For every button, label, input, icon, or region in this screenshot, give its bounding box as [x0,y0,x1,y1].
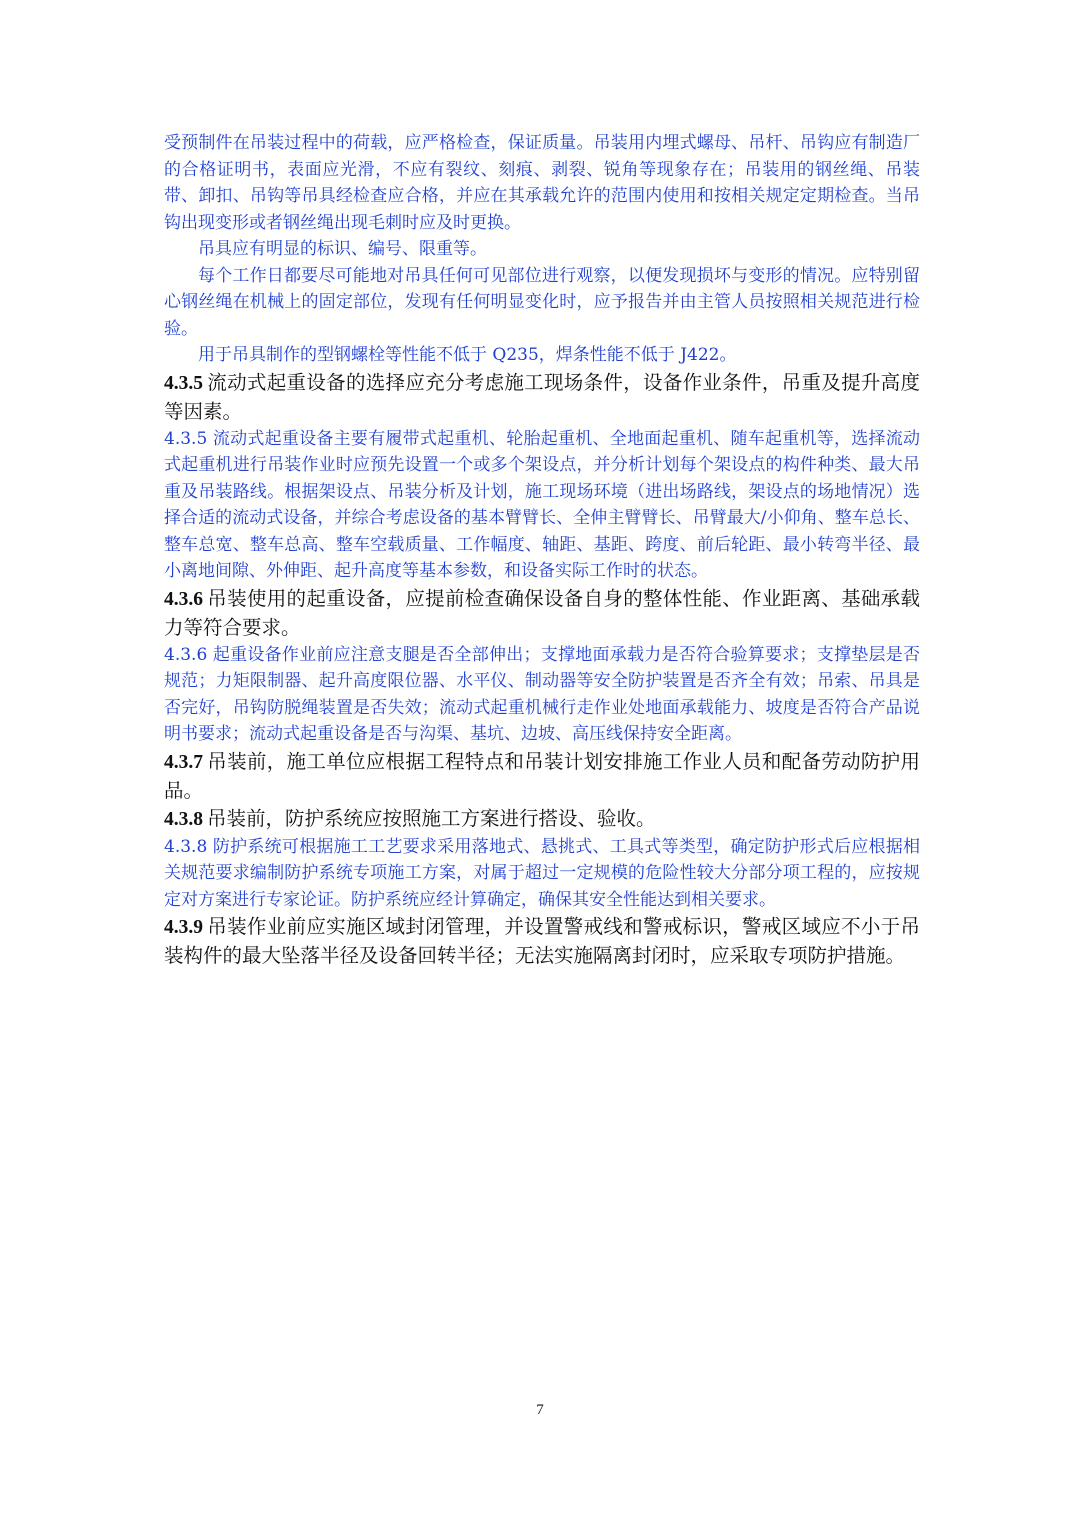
clause-4-3-5 [164,369,920,426]
clause-text: 流动式起重设备的选择应充分考虑施工现场条件，设备作业条件，吊重及提升高度等因素。 [164,370,920,423]
commentary-paragraph: 4.3.8 防护系统可根据施工工艺要求采用落地式、悬挑式、工具式等类型，确定防护形式后应根据相关规范要求编制防护系统专项施工方案，对属于超过一定规模的危险性较大分部分项工程的，应按规定对方案进行专家论证。防护系统应经计算确定，确保其安全性能达到相关要求。 [164,836,920,910]
commentary-paragraph: 受预制件在吊装过程中的荷载，应严格检查，保证质量。吊装用内埋式螺母、吊杆、吊钩应有制造厂的合格证明书，表面应光滑，不应有裂纹、刻痕、剥裂、锐角等现象存在；吊装用的钢丝绳、吊装带、卸扣、吊钩等吊具经检查应合格，并应在其承载允许的范围内使用和按相关规定定期检查。当吊钩出现变形或者钢丝绳出现毛刺时应及时更换。 [164,133,920,233]
clause-4-3-6 [164,585,920,642]
commentary-paragraph: 每个工作日都要尽可能地对吊具任何可见部位进行观察，以便发现损坏与变形的情况。应特别留心钢丝绳在机械上的固定部位，发现有任何明显变化时，应予报告并由主管人员按照相关规范进行检验。 [164,265,920,339]
clause-text: 吊装作业前应实施区域封闭管理，并设置警戒线和警戒标识，警戒区域应不小于吊装构件的最大坠落半径及设备回转半径；无法实施隔离封闭时，应采取专项防护措施。 [164,915,920,967]
commentary-paragraph: 吊具应有明显的标识、编号、限重等。 [198,239,487,259]
clause-4-3-8 [164,805,920,834]
clause-text: 吊装使用的起重设备，应提前检查确保设备自身的整体性能、作业距离、基础承载力等符合要求。 [164,586,920,639]
clause-text: 吊装前，防护系统应按照施工方案进行搭设、验收。 [207,806,656,830]
clause-number: 4.3.9 [164,917,203,938]
page-number: 7 [536,1402,544,1418]
commentary-paragraph: 用于吊具制作的型钢螺栓等性能不低于 Q235，焊条性能不低于 J422。 [198,345,737,365]
clause-4-3-7 [164,748,920,805]
clause-number: 4.3.6 [164,588,203,610]
clause-number: 4.3.8 [164,808,203,830]
document-body [164,130,920,970]
clause-text: 吊装前，施工单位应根据工程特点和吊装计划安排施工作业人员和配备劳动防护用品。 [164,749,920,802]
commentary-paragraph: 4.3.5 流动式起重设备主要有履带式起重机、轮胎起重机、全地面起重机、随车起重机等，选择流动式起重机进行吊装作业时应预先设置一个或多个架设点，并分析计划每个架设点的构件种类、最大吊重及吊装路线。根据架设点、吊装分析及计划，施工现场环境（进出场路线，架设点的场地情况）选择合适的流动式设备，并综合考虑设备的基本臂臂长、全伸主臂臂长、吊臂最大/小仰角、整车总长、整车总宽、整车总高、整车空载质量、工作幅度、轴距、基距、跨度、前后轮距、最小转弯半径、最小离地间隙、外伸距、起升高度等基本参数，和设备实际工作时的状态。 [164,428,920,581]
clause-4-3-9 [164,913,920,970]
clause-number: 4.3.5 [164,372,203,394]
commentary-paragraph: 4.3.6 起重设备作业前应注意支腿是否全部伸出；支撑地面承载力是否符合验算要求；支撑垫层是否规范；力矩限制器、起升高度限位器、水平仪、制动器等安全防护装置是否齐全有效；吊索、吊具是否完好，吊钩防脱绳装置是否失效；流动式起重机械行走作业处地面承载能力、坡度是否符合产品说明书要求；流动式起重设备是否与沟渠、基坑、边坡、高压线保持安全距离。 [164,644,920,744]
clause-number: 4.3.7 [164,751,203,773]
